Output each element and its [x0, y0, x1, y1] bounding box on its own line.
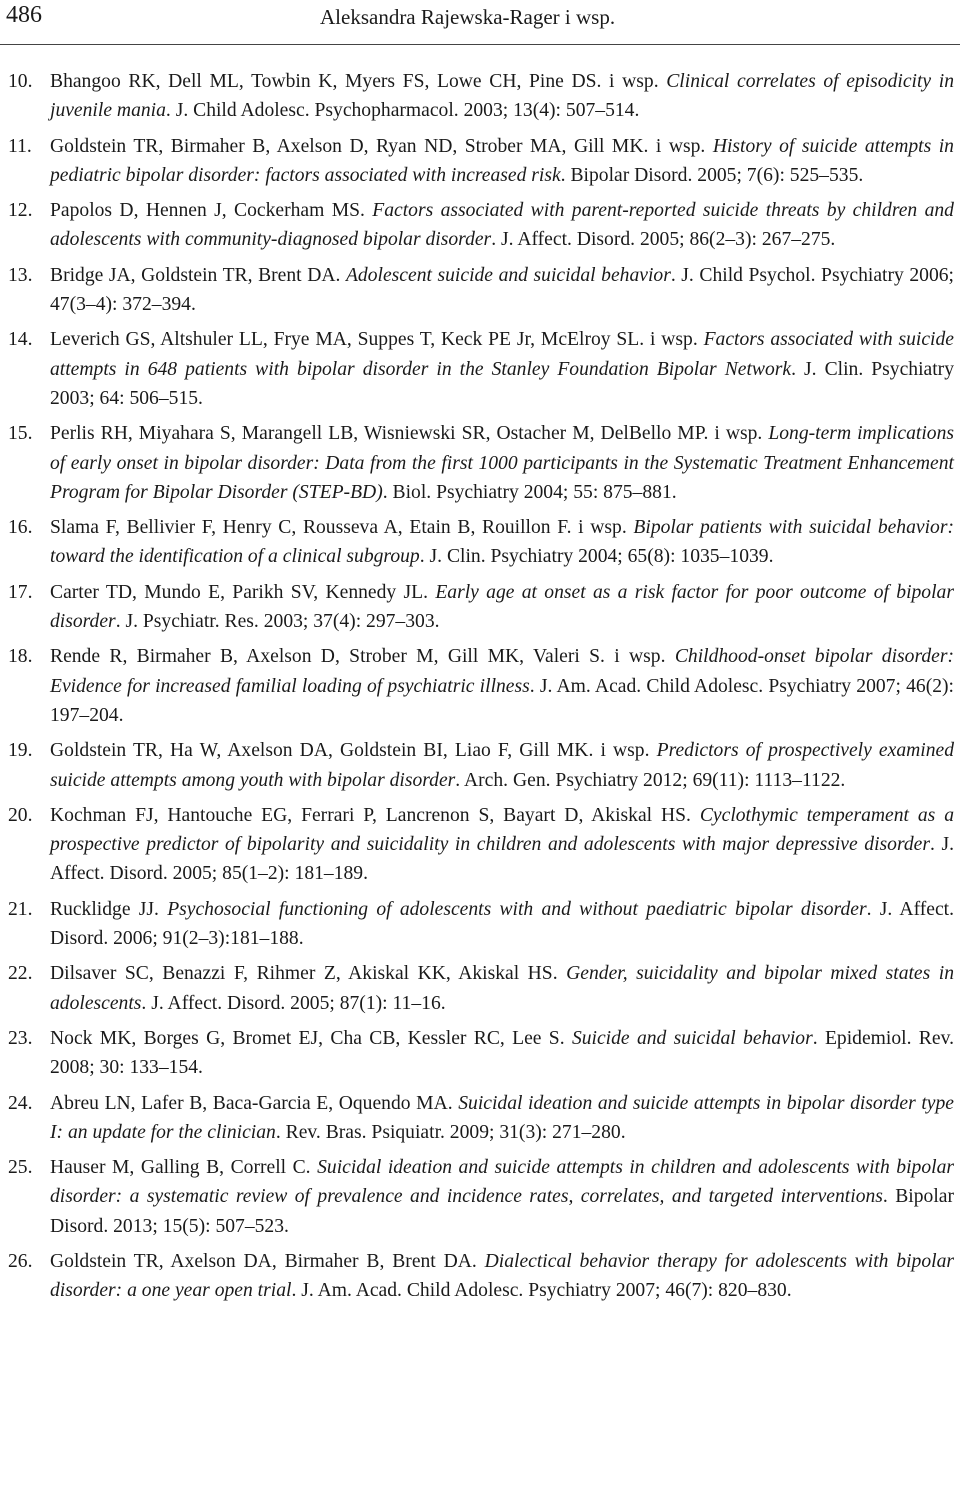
- reference-title: Suicidal ideation and suicide attempts in children and adolescents with bipolar disorder: a systematic review of prevalence and incidence rates, correlates, and targeted interventions: [50, 1157, 954, 1208]
- page-header: [0, 0, 960, 46]
- reference-item: [0, 1247, 960, 1306]
- reference-source: . Bipolar Disord. 2005; 7(6): 525–535.: [560, 164, 864, 186]
- reference-title: Psychosocial functioning of adolescents with and without paediatric bipolar disorder: [167, 898, 867, 920]
- reference-number: 16.: [8, 517, 33, 539]
- reference-authors: Perlis RH, Miyahara S, Marangell LB, Wisniewski SR, Ostacher M, DelBello MP. i wsp.: [50, 423, 769, 445]
- reference-number: 17.: [8, 581, 33, 603]
- reference-item: [0, 261, 960, 320]
- reference-source: . Rev. Bras. Psiquiatr. 2009; 31(3): 271–280.: [275, 1121, 626, 1143]
- reference-title: Adolescent suicide and suicidal behavior: [345, 264, 671, 286]
- reference-number: 13.: [8, 264, 33, 286]
- reference-number: 14.: [8, 329, 33, 351]
- reference-authors: Hauser M, Galling B, Correll C.: [50, 1157, 318, 1179]
- reference-title: Cyclothymic temperament as a prospective predictor of bipolarity and suicidality in children and adolescents with major depressive disorder: [50, 804, 954, 856]
- reference-authors: Abreu LN, Lafer B, Baca-Garcia E, Oquendo MA.: [50, 1092, 459, 1114]
- reference-authors: Goldstein TR, Ha W, Axelson DA, Goldstein BI, Liao F, Gill MK. i wsp.: [50, 740, 657, 762]
- reference-source: . Biol. Psychiatry 2004; 55: 875–881.: [382, 481, 677, 503]
- reference-title: Childhood-onset bipolar disorder: Evidence for increased familial loading of psychiatric illness: [50, 646, 954, 697]
- reference-number: 20.: [8, 804, 33, 826]
- reference-authors: Papolos D, Hennen J, Cockerham MS.: [50, 200, 373, 222]
- reference-source: . J. Am. Acad. Child Adolesc. Psychiatry 2007; 46(7): 820–830.: [291, 1280, 792, 1302]
- reference-number: 10.: [8, 71, 33, 92]
- reference-title: Factors associated with suicide attempts in 648 patients with bipolar disorder in the Stanley Foundation Bipolar Network: [50, 329, 954, 380]
- reference-authors: Rucklidge JJ.: [50, 898, 168, 920]
- reference-title: Suicidal ideation and suicide attempts in bipolar disorder type I: an update for the clinician: [50, 1092, 954, 1143]
- reference-source: . J. Affect. Disord. 2005; 87(1): 11–16.: [141, 992, 446, 1014]
- reference-number: 22.: [8, 963, 33, 985]
- reference-title: Factors associated with parent-reported suicide threats by children and adolescents with community-diagnosed bipolar disorder: [50, 200, 954, 251]
- reference-number: 26.: [8, 1250, 33, 1272]
- header-rule: [0, 44, 960, 45]
- reference-title: Predictors of prospectively examined suicide attempts among youth with bipolar disorder: [50, 740, 954, 791]
- reference-authors: Dilsaver SC, Benazzi F, Rihmer Z, Akiskal KK, Akiskal HS.: [50, 963, 567, 985]
- reference-authors: Slama F, Bellivier F, Henry C, Rousseva A, Etain B, Rouillon F. i wsp.: [50, 517, 634, 539]
- reference-item: [0, 959, 960, 1018]
- reference-source: . J. Child Psychol. Psychiatry 2006; 47(3–4): 372–394.: [50, 264, 954, 316]
- reference-item: [0, 325, 960, 413]
- reference-item: [0, 642, 960, 730]
- reference-item: [0, 196, 960, 255]
- reference-source: . Epidemiol. Rev. 2008; 30: 133–154.: [50, 1027, 954, 1079]
- reference-item: [0, 801, 960, 889]
- reference-authors: Carter TD, Mundo E, Parikh SV, Kennedy JL.: [50, 581, 436, 603]
- reference-number: 18.: [8, 646, 33, 668]
- reference-item: [0, 419, 960, 507]
- reference-authors: Bridge JA, Goldstein TR, Brent DA.: [50, 264, 346, 286]
- reference-item: [0, 513, 960, 572]
- reference-item: [0, 578, 960, 637]
- reference-source: . J. Psychiatr. Res. 2003; 37(4): 297–303.: [115, 611, 440, 633]
- reference-number: 12.: [8, 200, 33, 222]
- reference-item: [0, 1089, 960, 1148]
- reference-authors: Goldstein TR, Birmaher B, Axelson D, Ryan ND, Strober MA, Gill MK. i wsp.: [50, 135, 713, 157]
- reference-item: [0, 132, 960, 191]
- reference-list: [0, 67, 960, 1312]
- reference-title: Dialectical behavior therapy for adolescents with bipolar disorder: a one year open trial: [50, 1250, 954, 1302]
- reference-source: . J. Affect. Disord. 2006; 91(2–3):181–188.: [50, 898, 954, 950]
- reference-title: Gender, suicidality and bipolar mixed states in adolescents: [50, 963, 954, 1014]
- page-number: 486: [6, 2, 42, 28]
- reference-authors: Nock MK, Borges G, Bromet EJ, Cha CB, Kessler RC, Lee S.: [50, 1027, 572, 1049]
- reference-title: Long-term implications of early onset in bipolar disorder: Data from the first 1000 participants in the Systematic Treatment Enhancement Program for Bipolar Disorder (STEP-BD): [50, 423, 954, 503]
- reference-source: . Arch. Gen. Psychiatry 2012; 69(11): 1113–1122.: [455, 769, 846, 791]
- reference-authors: Bhangoo RK, Dell ML, Towbin K, Myers FS, Lowe CH, Pine DS. i wsp.: [50, 71, 667, 92]
- reference-source: . J. Clin. Psychiatry 2004; 65(8): 1035–1039.: [419, 546, 774, 568]
- reference-title: Clinical correlates of episodicity in juvenile mania: [50, 71, 954, 122]
- reference-item: [0, 1153, 960, 1241]
- reference-source: . J. Child Adolesc. Psychopharmacol. 2003; 13(4): 507–514.: [165, 100, 640, 122]
- reference-source: . J. Affect. Disord. 2005; 85(1–2): 181–189.: [50, 834, 954, 885]
- reference-item: [0, 1024, 960, 1083]
- reference-source: . J. Affect. Disord. 2005; 86(2–3): 267–275.: [491, 229, 836, 251]
- reference-number: 23.: [8, 1027, 33, 1049]
- reference-title: Early age at onset as a risk factor for poor outcome of bipolar disorder: [50, 581, 954, 633]
- reference-authors: Goldstein TR, Axelson DA, Birmaher B, Brent DA.: [50, 1250, 485, 1272]
- reference-number: 21.: [8, 898, 33, 920]
- reference-title: History of suicide attempts in pediatric bipolar disorder: factors associated with increased risk: [50, 135, 954, 186]
- reference-title: Bipolar patients with suicidal behavior: toward the identification of a clinical subgroup: [50, 517, 954, 568]
- reference-authors: Leverich GS, Altshuler LL, Frye MA, Suppes T, Keck PE Jr, McElroy SL. i wsp.: [50, 329, 704, 351]
- reference-item: [0, 67, 960, 126]
- reference-number: 25.: [8, 1157, 33, 1179]
- reference-number: 15.: [8, 423, 33, 445]
- reference-source: . J. Clin. Psychiatry 2003; 64: 506–515.: [50, 358, 954, 409]
- reference-item: [0, 895, 960, 954]
- reference-number: 11.: [8, 135, 32, 157]
- reference-authors: Rende R, Birmaher B, Axelson D, Strober M, Gill MK, Valeri S. i wsp.: [50, 646, 675, 668]
- reference-item: [0, 736, 960, 795]
- reference-source: . J. Am. Acad. Child Adolesc. Psychiatry 2007; 46(2): 197–204.: [50, 675, 955, 726]
- reference-authors: Kochman FJ, Hantouche EG, Ferrari P, Lancrenon S, Bayart D, Akiskal HS.: [50, 804, 700, 826]
- reference-source: . Bipolar Disord. 2013; 15(5): 507–523.: [50, 1186, 955, 1237]
- reference-title: Suicide and suicidal behavior: [571, 1027, 813, 1049]
- running-head: Aleksandra Rajewska-Rager i wsp.: [320, 5, 616, 29]
- reference-number: 24.: [8, 1092, 33, 1114]
- reference-number: 19.: [8, 740, 33, 762]
